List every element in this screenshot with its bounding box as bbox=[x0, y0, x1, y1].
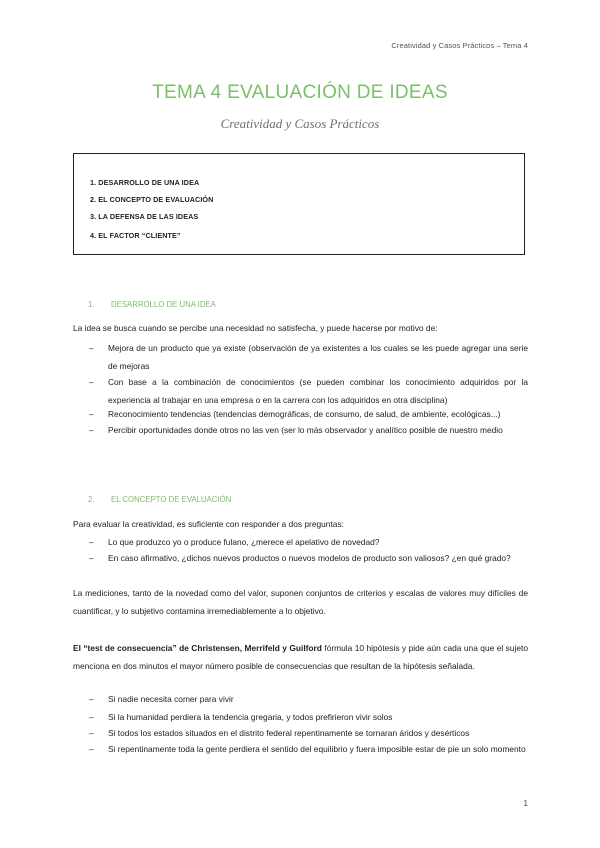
document-title: TEMA 4 EVALUACIÓN DE IDEAS bbox=[152, 82, 448, 103]
list-item-text: Si la humanidad perdiera la tendencia gregaria, y todos prefirieron vivir solos bbox=[108, 712, 393, 722]
dash-bullet: – bbox=[89, 409, 94, 419]
list-item-text: Mejora de un producto que ya existe (observación de ya existentes a los cuales se les puede agregar una serie de mejoras bbox=[108, 343, 528, 371]
list-item bbox=[89, 339, 528, 375]
page-number: 1 bbox=[523, 799, 528, 808]
list-item bbox=[89, 421, 528, 439]
list-item-text: Si repentinamente toda la gente perdiera el sentido del equilibrio y fuera imposible estar de pie un solo momento bbox=[108, 744, 526, 754]
paragraph-text: fórmula 10 hipótesis y pide aún cada una que el sujeto menciona en dos minutos el mayor número posible de consecuencias que resultan de la hipótesis señalada. bbox=[73, 643, 528, 671]
section-title: DESARROLLO DE UNA IDEA bbox=[111, 300, 216, 309]
list-item-text: Con base a la combinación de conocimientos (se pueden combinar los conocimiento adquiridos por la experiencia al trabajar en una empresa o en la carrera con los adquiridos en otra disciplina) bbox=[108, 377, 528, 405]
section-number: 1. bbox=[88, 300, 95, 309]
dash-bullet: – bbox=[89, 694, 94, 704]
table-of-contents bbox=[73, 153, 525, 255]
list-item-text: Lo que produzco yo o produce fulano, ¿merece el apelativo de novedad? bbox=[108, 537, 380, 547]
document-subtitle: Creatividad y Casos Prácticos bbox=[220, 116, 380, 131]
paragraph: La idea se busca cuando se percibe una necesidad no satisfecha, y puede hacerse por motivo de: bbox=[73, 323, 438, 333]
list-item-text: En caso afirmativo, ¿dichos nuevos productos o nuevos modelos de producto son valiosos? ¿en qué grado? bbox=[108, 553, 511, 563]
section-heading-1 bbox=[88, 300, 216, 309]
dash-bullet: – bbox=[89, 343, 94, 353]
dash-bullet: – bbox=[89, 425, 94, 435]
list-item-text: Reconocimiento tendencias (tendencias demográficas, de consumo, de salud, de ambiente, ecológicas...) bbox=[108, 409, 501, 419]
list-item bbox=[89, 373, 528, 409]
list-item bbox=[89, 549, 528, 567]
list-item bbox=[89, 740, 528, 758]
section-number: 2. bbox=[88, 495, 95, 504]
dash-bullet: – bbox=[89, 377, 94, 387]
dash-bullet: – bbox=[89, 553, 94, 563]
paragraph: La mediciones, tanto de la novedad como del valor, suponen conjuntos de criterios y escalas de valores muy difíciles de cuantificar, y lo subjetivo contamina irremediablemente a lo objetivo. bbox=[73, 588, 528, 616]
section-title: EL CONCEPTO DE EVALUACIÓN bbox=[111, 495, 232, 504]
list-item-text: Percibir oportunidades donde otros no las ven (ser lo más observador y analítico posible de nuestro medio bbox=[108, 425, 503, 435]
section-heading-2 bbox=[88, 495, 231, 504]
toc-item: 3. LA DEFENSA DE LAS IDEAS bbox=[90, 212, 199, 221]
running-header: Creatividad y Casos Prácticos – Tema 4 bbox=[391, 41, 528, 50]
dash-bullet: – bbox=[89, 728, 94, 738]
list-item bbox=[89, 690, 528, 708]
toc-item: 4. EL FACTOR “CLIENTE” bbox=[90, 231, 181, 240]
toc-item: 2. EL CONCEPTO DE EVALUACIÓN bbox=[90, 195, 214, 204]
paragraph-test-consecuencia bbox=[73, 639, 528, 675]
toc-item: 1. DESARROLLO DE UNA IDEA bbox=[90, 178, 200, 187]
dash-bullet: – bbox=[89, 537, 94, 547]
dash-bullet: – bbox=[89, 744, 94, 754]
list-item-text: Si todos los estados situados en el distrito federal repentinamente se tornaran áridos y desérticos bbox=[108, 728, 470, 738]
dash-bullet: – bbox=[89, 712, 94, 722]
bold-text: El “test de consecuencia” de Christensen, Merrifeld y Guilford bbox=[73, 643, 322, 653]
list-item-text: Si nadie necesita comer para vivir bbox=[108, 694, 234, 704]
paragraph: Para evaluar la creatividad, es suficiente con responder a dos preguntas: bbox=[73, 519, 344, 529]
